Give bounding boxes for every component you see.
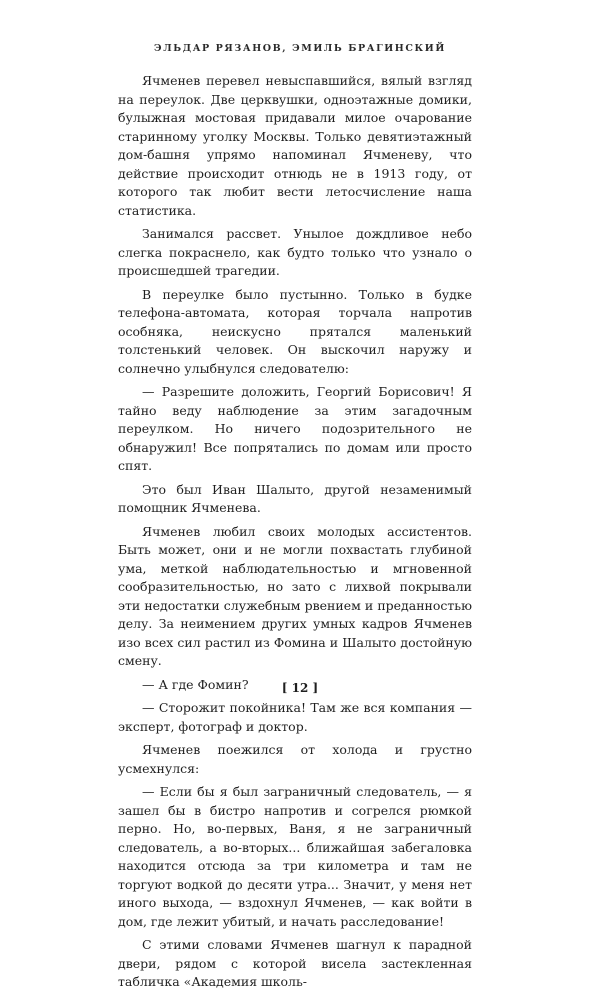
page-number: [ 12 ] [281,681,319,695]
paragraph: С этими словами Ячменев шагнул к парадной двери, рядом с которой висела застекленная табличка «Академия школь- [118,937,472,989]
paragraph: Занимался рассвет. Унылое дождливое небо слегка покраснело, как будто только что узнало о происшедшей трагедии. [118,226,472,278]
paragraph: — Сторожит покойника! Там же вся компания — эксперт, фотограф и доктор. [118,700,472,734]
paragraph: Ячменев любил своих молодых ассистентов. Быть может, они и не могли похвастать глубиной ума, меткой наблюдательностью и мгновенной сообразительностью, но зато с лихвой покрывали эти недостатки служебным рвением и преданностью делу. За неимением других умных кадров Ячменев изо всех сил растил из Фомина и Шалыто достойную смену. [118,523,472,668]
body-text [118,72,472,997]
paragraph: — Если бы я был заграничный следователь, — я зашел бы в бистро напротив и согрелся рюмкой перно. Но, во-первых, Ваня, я не заграничный следователь, а во-вторых... ближайшая забегаловка находится отсюда за три километра и там не торгуют водкой до десяти утра... Значит, у меня нет иного выхода, — вздохнул Ячменев, — как войти в дом, где лежит убитый, и начать расследование! [118,784,472,929]
paragraph: — Разрешите доложить, Георгий Борисович! Я тайно веду наблюдение за этим загадочным переулком. Но ничего подозрительного не обнаружил! Все попрятались по домам или просто спят. [118,384,472,473]
running-head: ЭЛЬДАР РЯЗАНОВ, ЭМИЛЬ БРАГИНСКИЙ [154,43,446,54]
paragraph: В переулке было пустынно. Только в будке телефона-автомата, которая торчала напротив особняка, неискусно прятался маленький толстенький человек. Он выскочил наружу и солнечно улыбнулся следователю: [118,286,472,376]
paragraph: Ячменев перевел невыспавшийся, вялый взгляд на переулок. Две церквушки, одноэтажные домики, булыжная мостовая придавали милое очарование старинному уголку Москвы. Только девятиэтажный дом-башня упрямо напоминал Ячменеву, что действие происходит отнюдь не в 1913 году, от которого так любит вести летосчисление наша статистика. [118,73,472,218]
paragraph: — А где Фомин? [142,676,249,692]
paragraph: Ячменев поежился от холода и грустно усмехнулся: [118,742,472,776]
paragraph: Это был Иван Шалыто, другой незаменимый помощник Ячменева. [118,481,472,515]
